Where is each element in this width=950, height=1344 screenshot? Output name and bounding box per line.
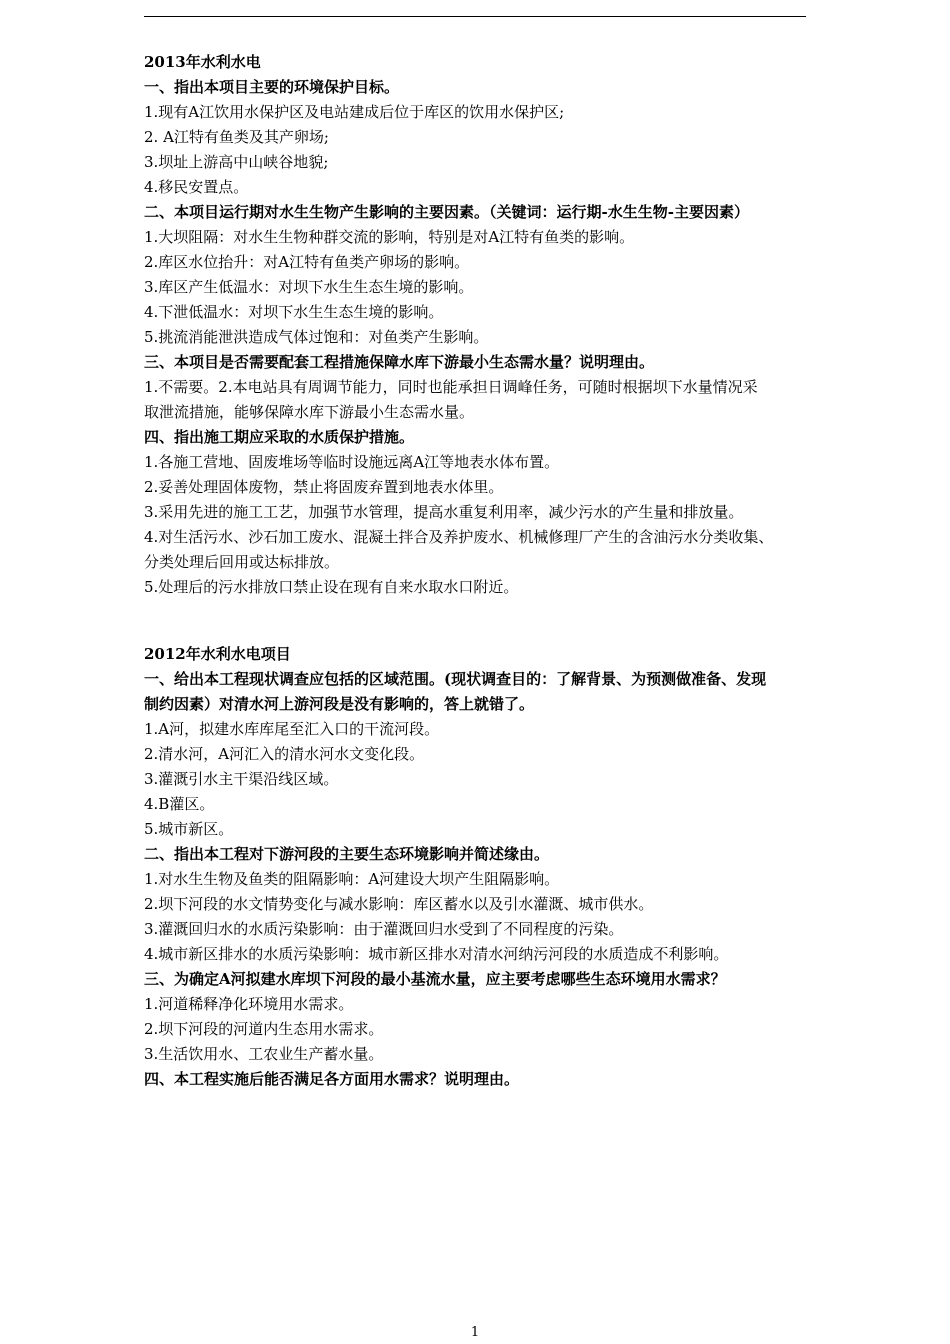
answer-line: 3.生活饮用水、工农业生产蓄水量。 xyxy=(144,1045,384,1063)
answer-line: 4.城市新区排水的水质污染影响：城市新区排水对清水河纳污河段的水质造成不利影响。 xyxy=(144,945,729,963)
answer-line: 取泄流措施，能够保障水库下游最小生态需水量。 xyxy=(144,403,475,421)
question-heading: 制约因素）对清水河上游河段是没有影响的，答上就错了。 xyxy=(144,695,535,713)
answer-line: 1.对水生生物及鱼类的阻隔影响：A河建设大坝产生阻隔影响。 xyxy=(144,870,560,888)
answer-line: 3.灌溉引水主干渠沿线区域。 xyxy=(144,770,339,788)
answer-line: 1.A河，拟建水库库尾至汇入口的干流河段。 xyxy=(144,720,440,738)
answer-line: 1.现有A江饮用水保护区及电站建成后位于库区的饮用水保护区; xyxy=(144,103,565,121)
answer-line: 2.库区水位抬升：对A江特有鱼类产卵场的影响。 xyxy=(144,253,470,271)
answer-line: 分类处理后回用或达标排放。 xyxy=(144,553,340,571)
answer-line: 5.城市新区。 xyxy=(144,820,234,838)
question-heading: 二、本项目运行期对水生生物产生影响的主要因素。（关键词：运行期-水生生物-主要因素） xyxy=(144,203,749,221)
answer-line: 5.挑流消能泄洪造成气体过饱和：对鱼类产生影响。 xyxy=(144,328,489,346)
answer-line: 1.不需要。2.本电站具有周调节能力，同时也能承担日调峰任务，可随时根据坝下水量情况采 xyxy=(144,378,758,396)
answer-line: 2.妥善处理固体废物，禁止将固废弃置到地表水体里。 xyxy=(144,478,504,496)
question-heading: 四、指出施工期应采取的水质保护措施。 xyxy=(144,428,415,446)
answer-line: 4.移民安置点。 xyxy=(144,178,249,196)
answer-line: 5.处理后的污水排放口禁止设在现有自来水取水口附近。 xyxy=(144,578,519,596)
answer-line: 3.坝址上游高中山峡谷地貌; xyxy=(144,153,329,171)
answer-line: 4.B灌区。 xyxy=(144,795,215,813)
question-heading: 一、给出本工程现状调查应包括的区域范围。(现状调查目的：了解背景、为预测做准备、发现 xyxy=(144,670,767,688)
answer-line: 1.大坝阻隔：对水生生物种群交流的影响，特别是对A江特有鱼类的影响。 xyxy=(144,228,635,246)
question-heading: 四、本工程实施后能否满足各方面用水需求？说明理由。 xyxy=(144,1070,520,1088)
answer-line: 1.各施工营地、固废堆场等临时设施远离A江等地表水体布置。 xyxy=(144,453,560,471)
section-2012-title: 2012年水利水电项目 xyxy=(144,645,291,663)
answer-line: 4.对生活污水、沙石加工废水、混凝土拌合及养护废水、机械修理厂产生的含油污水分类收集、 xyxy=(144,528,774,546)
answer-line: 4.下泄低温水：对坝下水生生态生境的影响。 xyxy=(144,303,444,321)
header-rule xyxy=(144,16,806,17)
answer-line: 2. A江特有鱼类及其产卵场; xyxy=(144,128,329,146)
answer-line: 2.坝下河段的河道内生态用水需求。 xyxy=(144,1020,384,1038)
answer-line: 3.灌溉回归水的水质污染影响：由于灌溉回归水受到了不同程度的污染。 xyxy=(144,920,624,938)
answer-line: 3.采用先进的施工工艺，加强节水管理，提高水重复利用率，减少污水的产生量和排放量。 xyxy=(144,503,744,521)
section-spacer xyxy=(144,600,824,642)
answer-line: 2.坝下河段的水文情势变化与减水影响：库区蓄水以及引水灌溉、城市供水。 xyxy=(144,895,654,913)
question-heading: 二、指出本工程对下游河段的主要生态环境影响并简述缘由。 xyxy=(144,845,550,863)
page-number: 1 xyxy=(470,1325,480,1340)
answer-line: 3.库区产生低温水：对坝下水生生态生境的影响。 xyxy=(144,278,474,296)
section-2013-title: 2013年水利水电 xyxy=(144,53,261,71)
question-heading: 三、为确定A河拟建水库坝下河段的最小基流水量，应主要考虑哪些生态环境用水需求？ xyxy=(144,970,726,988)
answer-line: 2.清水河，A河汇入的清水河水文变化段。 xyxy=(144,745,425,763)
answer-line: 1.河道稀释净化环境用水需求。 xyxy=(144,995,354,1013)
document-body xyxy=(144,50,824,1092)
question-heading: 三、本项目是否需要配套工程措施保障水库下游最小生态需水量？说明理由。 xyxy=(144,353,655,371)
question-heading: 一、指出本项目主要的环境保护目标。 xyxy=(144,78,400,96)
